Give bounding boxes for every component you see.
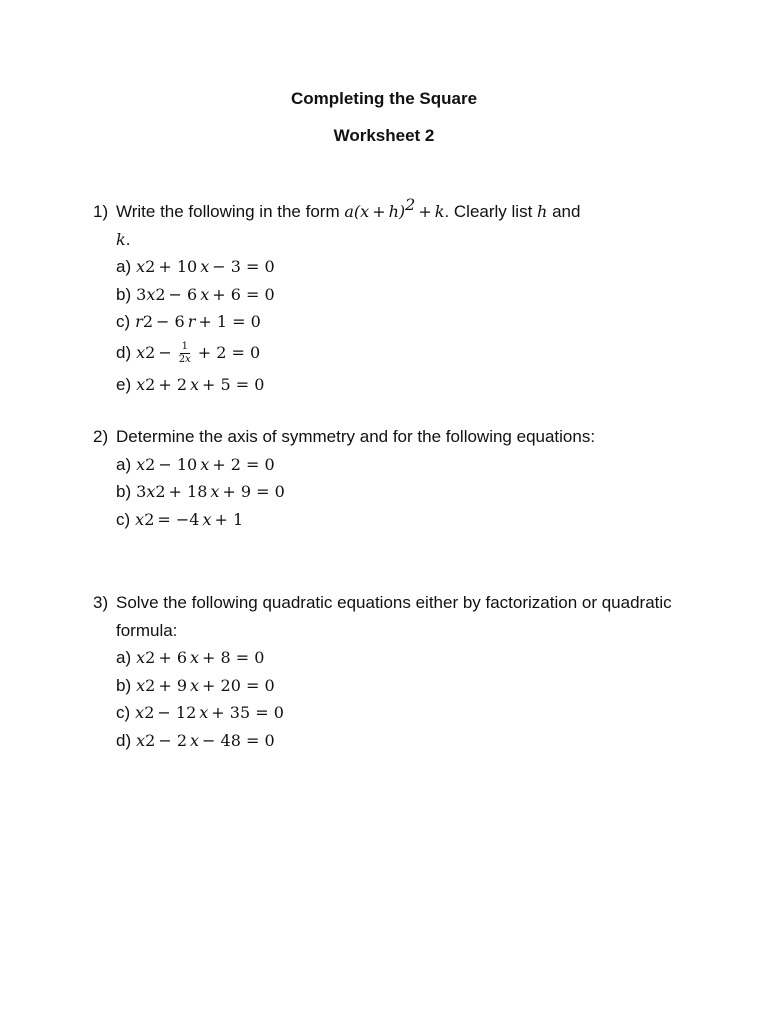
- equation-item: b) 3 x 2 − 6 x + 6 = 0: [116, 284, 275, 304]
- equation-item: b) x 2 + 9 x + 20 = 0: [116, 675, 275, 695]
- question-1: [93, 195, 693, 398]
- worksheet-title: Completing the Square: [290, 89, 478, 108]
- question-text: Write the following in the form $a(x + h)^2 + k$. Clearly list h and k.: [116, 195, 581, 249]
- fraction: $\frac{1}{2x}$: [178, 340, 191, 365]
- equation-item: a) x 2 + 10 x − 3 = 0: [116, 257, 275, 276]
- equation-item: c) x 2 − 12 x + 35 = 0: [116, 703, 284, 722]
- question-text: Solve the following quadratic equations either by factorization or quadratic formula:: [116, 593, 672, 640]
- equation-item: d) x 2 − 2 x − 48 = 0: [116, 730, 275, 750]
- equation-item: b) 3 x 2 + 18 x + 9 = 0: [116, 482, 285, 501]
- question-parts: [116, 451, 693, 534]
- question-parts: [116, 253, 693, 398]
- equation-item: d) x 2 − $\frac{1}{2x}$ + 2 = 0: [116, 340, 261, 365]
- question-3: [93, 589, 693, 754]
- question-number: 3): [93, 593, 109, 612]
- question-parts: [116, 644, 693, 754]
- worksheet-subtitle: Worksheet 2: [333, 126, 435, 145]
- equation-item: c) x 2 = −4 x + 1: [116, 509, 244, 529]
- equation-item: a) x 2 + 6 x + 8 = 0: [116, 648, 265, 667]
- form-expression: $a(x + h)^2 + k$: [344, 195, 445, 221]
- equation-item: c) r 2 − 6 r + 1 = 0: [116, 312, 261, 331]
- question-2: [93, 423, 693, 533]
- equation-item: e) x 2 + 2 x + 5 = 0: [116, 374, 265, 394]
- question-text: Determine the axis of symmetry and for the following equations:: [116, 427, 596, 446]
- question-number: 2): [93, 427, 109, 446]
- question-number: 1): [93, 202, 109, 221]
- equation-item: a) x 2 − 10 x + 2 = 0: [116, 454, 275, 474]
